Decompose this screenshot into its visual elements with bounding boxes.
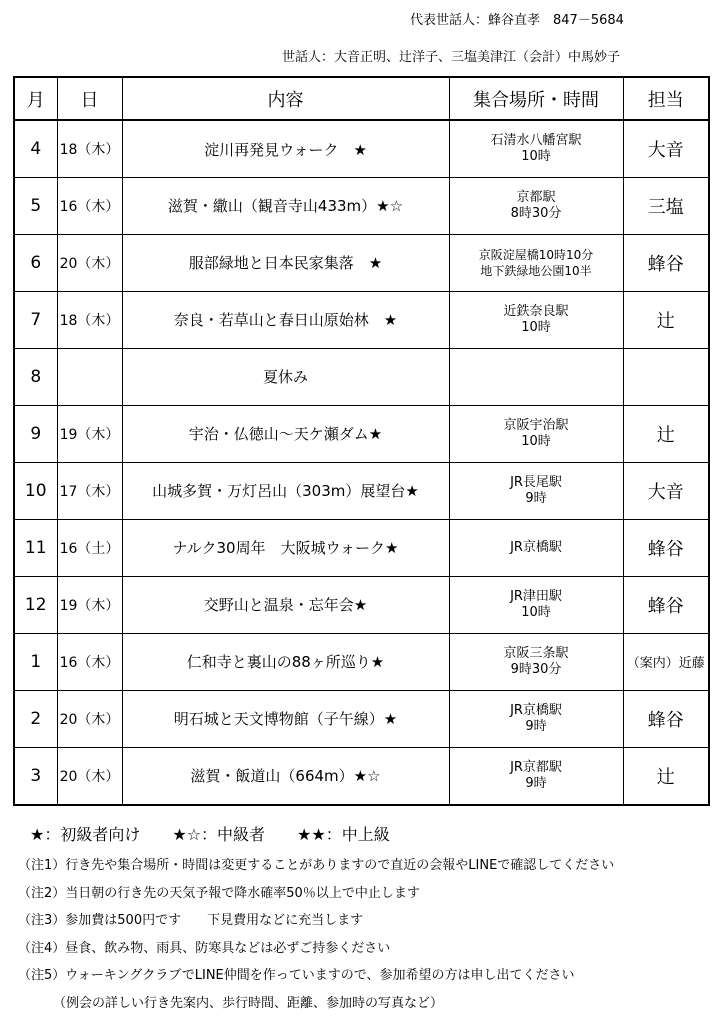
content-cell: 山城多賀・万灯呂山（303m）展望台★ [122, 462, 449, 519]
day-cell [57, 348, 122, 405]
person-cell: 辻 [623, 747, 709, 805]
place-line: JR津田駅 [510, 588, 562, 604]
month-cell: 5 [14, 178, 57, 235]
column-header-person: 担当 [623, 77, 709, 120]
month-cell: 2 [14, 690, 57, 747]
place-cell [449, 462, 623, 519]
month-cell: 9 [14, 405, 57, 462]
month-cell: 3 [14, 747, 57, 805]
table-row [14, 234, 709, 291]
notes-section [18, 856, 614, 1021]
month-cell: 4 [14, 120, 57, 178]
person-cell: 蜂谷 [623, 234, 709, 291]
time-line: 9時 [525, 718, 547, 734]
place-cell [449, 291, 623, 348]
day-cell: 18（木） [57, 291, 122, 348]
organizers-line: 世話人：大音正明、辻洋子、三塩美津江（会計）中馬妙子 [282, 50, 621, 65]
month-cell: 12 [14, 576, 57, 633]
place-cell [449, 633, 623, 690]
person-cell: 蜂谷 [623, 576, 709, 633]
content-cell: 奈良・若草山と春日山原始林 ★ [122, 291, 449, 348]
time-line: 9時 [525, 775, 547, 791]
column-header-content: 内容 [122, 77, 449, 120]
day-cell: 20（木） [57, 747, 122, 805]
person-cell: 大音 [623, 462, 709, 519]
representative-line: 代表世話人：蜂谷直孝 847－5684 [410, 13, 624, 28]
day-cell: 16（木） [57, 178, 122, 235]
day-cell: 19（木） [57, 576, 122, 633]
place-cell [449, 178, 623, 235]
table-row [14, 178, 709, 235]
time-line: 9時30分 [510, 661, 562, 677]
day-cell: 20（木） [57, 690, 122, 747]
note-5: （注5）ウォーキングクラブでLINE仲間を作っていますので、参加希望の方は申し出てください [18, 968, 575, 983]
place-line: JR京橋駅 [510, 702, 562, 718]
place-line: 京阪三条駅 [503, 645, 569, 661]
month-cell: 1 [14, 633, 57, 690]
month-cell: 11 [14, 519, 57, 576]
content-cell: 淀川再発見ウォーク ★ [122, 120, 449, 178]
day-cell: 19（木） [57, 405, 122, 462]
content-cell: 宇治・仏徳山～天ケ瀬ダム★ [122, 405, 449, 462]
person-cell [623, 348, 709, 405]
table-row [14, 120, 709, 178]
table-row [14, 519, 709, 576]
place-line: 京阪淀屋橋10時10分 [478, 247, 594, 262]
place-cell [449, 747, 623, 805]
time-line: 9時 [525, 490, 547, 506]
table-row [14, 633, 709, 690]
content-cell: ナルク30周年 大阪城ウォーク★ [122, 519, 449, 576]
month-cell: 7 [14, 291, 57, 348]
content-cell: 滋賀・繖山（観音寺山433m）★☆ [122, 178, 449, 235]
time-line: 10時 [521, 604, 551, 620]
time-line: 10時 [521, 433, 551, 449]
column-header-day: 日 [57, 77, 122, 120]
person-cell: 辻 [623, 405, 709, 462]
table-row [14, 747, 709, 805]
note-2: （注2）当日朝の行き先の天気予報で降水確率50％以上で中止します [18, 885, 420, 901]
place-line: 石清水八幡宮駅 [490, 133, 582, 148]
place-cell [449, 519, 623, 576]
table-row [14, 576, 709, 633]
day-cell: 20（木） [57, 234, 122, 291]
column-header-month: 月 [14, 77, 57, 120]
place-line: JR京橋駅 [510, 539, 562, 555]
table-row [14, 405, 709, 462]
content-cell: 服部緑地と日本民家集落 ★ [122, 234, 449, 291]
content-cell: 滋賀・飯道山（664m）★☆ [122, 747, 449, 805]
day-cell: 17（木） [57, 462, 122, 519]
place-cell [449, 405, 623, 462]
time-line: 10時 [521, 319, 551, 335]
place-line: 京都駅 [516, 189, 556, 205]
column-header-place: 集合場所・時間 [449, 77, 623, 120]
place-cell [449, 120, 623, 178]
place-cell [449, 234, 623, 291]
time-line: 8時30分 [510, 205, 562, 221]
time-line: 10時 [521, 149, 551, 164]
person-cell: （案内）近藤 [623, 633, 709, 690]
table-row [14, 690, 709, 747]
schedule-table [13, 76, 710, 806]
place-cell [449, 348, 623, 405]
content-cell: 交野山と温泉・忘年会★ [122, 576, 449, 633]
header-row [14, 77, 709, 120]
table-row [14, 348, 709, 405]
place-cell [449, 576, 623, 633]
person-cell: 蜂谷 [623, 519, 709, 576]
day-cell: 16（土） [57, 519, 122, 576]
person-cell: 大音 [623, 120, 709, 178]
content-cell: 明石城と天文博物館（子午線）★ [122, 690, 449, 747]
note-4: （注4）昼食、飲み物、雨具、防寒具などは必ずご持参ください [18, 940, 391, 956]
day-cell: 16（木） [57, 633, 122, 690]
note-3: （注3）参加費は500円です 下見費用などに充当します [18, 913, 364, 928]
place-line: 京阪宇治駅 [503, 417, 569, 433]
time-line: 地下鉄緑地公園10半 [480, 263, 592, 278]
place-cell [449, 690, 623, 747]
month-cell: 6 [14, 234, 57, 291]
table-row [14, 462, 709, 519]
note-1: （注1）行き先や集合場所・時間は変更することがありますので直近の会報やLINEで確認してください [18, 858, 615, 873]
person-cell: 辻 [623, 291, 709, 348]
table-row [14, 291, 709, 348]
person-cell: 蜂谷 [623, 690, 709, 747]
difficulty-legend: ★：初級者向け ★☆：中級者 ★★：中上級 [30, 825, 390, 844]
month-cell: 10 [14, 462, 57, 519]
month-cell: 8 [14, 348, 57, 405]
note-5-detail: （例会の詳しい行き先案内、歩行時間、距離、参加時の写真など） [53, 995, 444, 1011]
place-line: 近鉄奈良駅 [503, 303, 569, 319]
place-line: JR長尾駅 [510, 474, 562, 490]
content-cell: 仁和寺と裏山の88ヶ所巡り★ [122, 633, 449, 690]
content-cell: 夏休み [122, 348, 449, 405]
day-cell: 18（木） [57, 120, 122, 178]
person-cell: 三塩 [623, 178, 709, 235]
place-line: JR京都駅 [510, 759, 562, 775]
